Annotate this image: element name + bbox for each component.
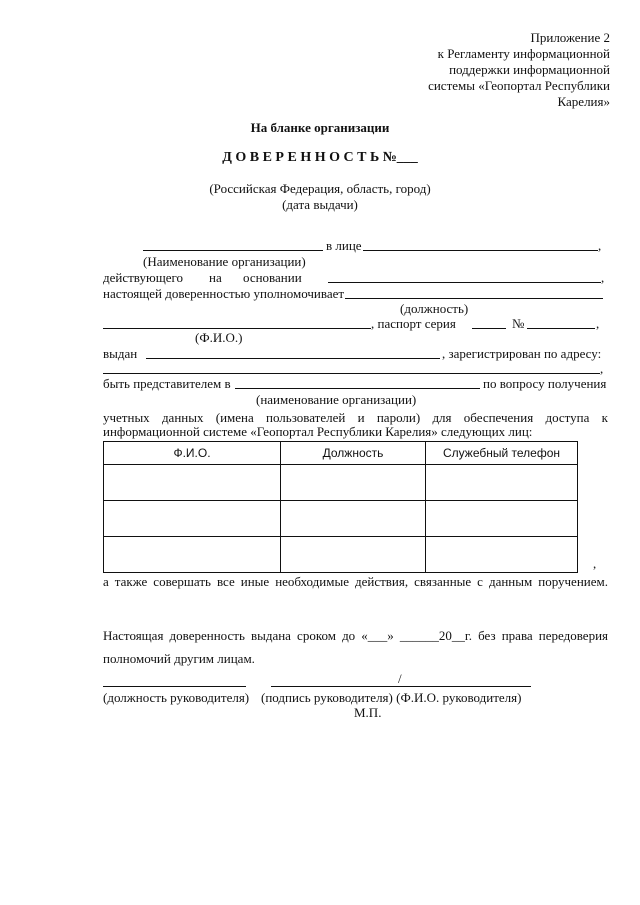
para-line-1: учетных данных (имена пользователей и пароли) для обеспечения доступа к <box>103 410 608 425</box>
comma: , <box>593 556 597 571</box>
table-row <box>104 465 578 501</box>
cell-fio[interactable] <box>104 537 281 573</box>
position-hint: (должность) <box>400 301 469 316</box>
annex-line-2: к Регламенту информационной <box>437 46 610 61</box>
table-row <box>104 501 578 537</box>
number-sign: № <box>512 316 525 331</box>
table-row <box>104 537 578 573</box>
passport-label: , паспорт серия <box>371 316 456 331</box>
comma: , <box>600 361 604 376</box>
authorized-person-field[interactable] <box>345 298 603 299</box>
cell-phone[interactable] <box>426 537 578 573</box>
cell-position[interactable] <box>281 501 426 537</box>
passport-series-field[interactable] <box>472 328 506 329</box>
registered-label: , зарегистрирован по адресу: <box>442 346 602 361</box>
org-hint-2: (наименование организации) <box>256 392 417 407</box>
issued-by-field[interactable] <box>146 358 440 359</box>
cell-position[interactable] <box>281 537 426 573</box>
col-header-fio: Ф.И.О. <box>104 442 281 465</box>
annex-header <box>428 30 610 110</box>
validity-line-2: полномочий другим лицам. <box>103 651 255 666</box>
representative-field[interactable] <box>363 250 598 251</box>
basis-label: основании <box>243 270 302 285</box>
cell-fio[interactable] <box>104 465 281 501</box>
annex-line-1: Приложение 2 <box>530 30 610 45</box>
after-table-text: а также совершать все иные необходимые действия, связанные с данным поручением. <box>103 574 608 589</box>
stamp-place: М.П. <box>354 705 382 720</box>
cell-fio[interactable] <box>104 501 281 537</box>
annex-line-5: Карелия» <box>557 94 610 109</box>
acting-label: действующего <box>103 270 183 285</box>
col-header-phone: Служебный телефон <box>426 442 578 465</box>
signature-slash: / <box>398 671 402 686</box>
cell-phone[interactable] <box>426 465 578 501</box>
v-litse-label: в лице <box>326 238 362 253</box>
document-title: Д О В Е Р Е Н Н О С Т Ь №___ <box>222 150 418 165</box>
comma: , <box>598 238 602 253</box>
validity-line-1: Настоящая доверенность выдана сроком до «___» ______20__г. без права передоверия <box>103 628 608 643</box>
be-rep-label: быть представителем в <box>103 376 231 391</box>
manager-sign-hint: (подпись руководителя) (Ф.И.О. руководителя) <box>261 690 522 705</box>
persons-table <box>103 441 578 573</box>
annex-line-3: поддержки информационной <box>449 62 610 77</box>
obtain-label: по вопросу получения <box>483 376 607 391</box>
comma: , <box>601 270 605 285</box>
manager-position-hint: (должность руководителя) <box>103 690 250 705</box>
na-label: на <box>209 270 222 285</box>
table-header-row <box>104 442 578 465</box>
org-hint: (Наименование организации) <box>143 254 306 269</box>
target-organization-field[interactable] <box>235 388 480 389</box>
address-field[interactable] <box>103 373 600 374</box>
annex-line-4: системы «Геопортал Республики <box>428 78 610 93</box>
place-hint: (Российская Федерация, область, город) <box>209 181 431 196</box>
col-header-position: Должность <box>281 442 426 465</box>
passport-number-field[interactable] <box>527 328 595 329</box>
comma: , <box>596 316 600 331</box>
authorizes-label: настоящей доверенностью уполномочивает <box>103 286 345 301</box>
para-line-2: информационной системе «Геопортал Республики Карелия» следующих лиц: <box>103 424 533 439</box>
letterhead-note: На бланке организации <box>250 120 390 135</box>
manager-position-field[interactable] <box>103 686 246 687</box>
cell-phone[interactable] <box>426 501 578 537</box>
basis-field[interactable] <box>328 282 601 283</box>
cell-position[interactable] <box>281 465 426 501</box>
organization-field[interactable] <box>143 250 323 251</box>
date-hint: (дата выдачи) <box>282 197 358 212</box>
position-field[interactable] <box>103 328 371 329</box>
fio-hint: (Ф.И.О.) <box>195 330 243 345</box>
issued-label: выдан <box>103 346 138 361</box>
